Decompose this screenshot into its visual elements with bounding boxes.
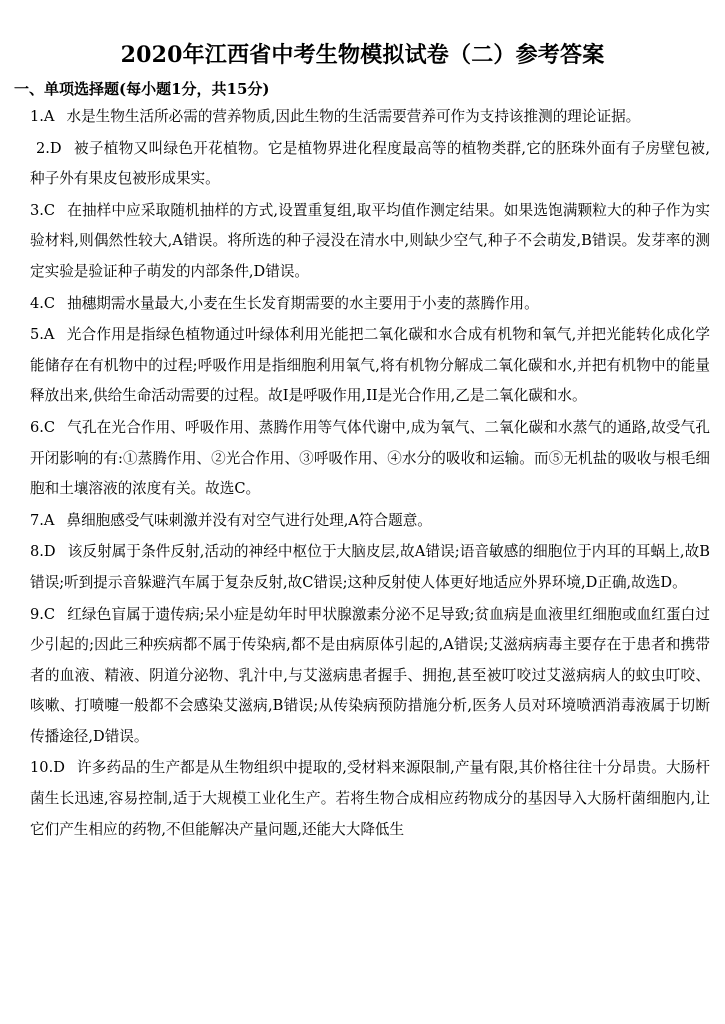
answer-item [30, 289, 710, 320]
answer-number: 8.D [30, 543, 56, 561]
answer-text: 在抽样中应采取随机抽样的方式,设置重复组,取平均值作测定结果。如果选饱满颗粒大的种子作为实验材料,则偶然性较大,A错误。将所选的种子浸没在清水中,则缺少空气,种子不会萌发,B错误。发芽率的测定实验是验证种子萌发的内部条件,D错误。 [30, 201, 710, 280]
answer-item [30, 753, 710, 845]
answer-item [30, 196, 710, 288]
answer-text: 被子植物又叫绿色开花植物。它是植物界进化程度最高等的植物类群,它的胚珠外面有子房壁包被,种子外有果皮包被形成果实。 [30, 139, 710, 188]
answer-text: 该反射属于条件反射,活动的神经中枢位于大脑皮层,故A错误;语音敏感的细胞位于内耳的耳蜗上,故B错误;听到提示音躲避汽车属于复杂反射,故C错误;这种反射使人体更好地适应外界环境,D正确,故选D。 [30, 543, 710, 591]
answer-item [30, 600, 710, 753]
answer-number: 10.D [30, 759, 65, 777]
answer-item [30, 537, 710, 598]
section-heading: 一、单项选择题(每小题1分，共15分) [14, 80, 270, 98]
answer-list [30, 102, 710, 846]
answer-text: 许多药品的生产都是从生物组织中提取的,受材料来源限制,产量有限,其价格往往十分昂贵。大肠杆菌生长迅速,容易控制,适于大规模工业化生产。若将生物合成相应药物成分的基因导入大肠杆菌细胞内,让它们产生相应的药物,不但能解决产量问题,还能大大降低生 [30, 759, 710, 838]
answer-text: 鼻细胞感受气味刺激并没有对空气进行处理,A符合题意。 [66, 511, 432, 529]
answer-number: 1.A [30, 108, 55, 125]
answer-number: 2.D [36, 139, 62, 157]
answer-text: 抽穗期需水量最大,小麦在生长发育期需要的水主要用于小麦的蒸腾作用。 [67, 294, 539, 312]
answer-item [30, 506, 710, 537]
answer-item [30, 102, 710, 133]
answer-number: 7.A [30, 511, 55, 529]
answer-number: 9.C [30, 605, 56, 623]
answer-number: 6.C [30, 418, 56, 436]
answer-item [30, 134, 710, 195]
answer-item [30, 320, 710, 412]
answer-text: 水是生物生活所必需的营养物质,因此生物的生活需要营养可作为支持该推测的理论证据。 [66, 108, 641, 125]
answer-number: 5.A [30, 326, 55, 344]
answer-text: 红绿色盲属于遗传病;呆小症是幼年时甲状腺激素分泌不足导致;贫血病是血液里红细胞或血红蛋白过少引起的;因此三种疾病都不属于传染病,都不是由病原体引起的,A错误;艾滋病病毒主要存在于患者和携带者的血液、精液、阴道分泌物、乳汁中,与艾滋病患者握手、拥抱,甚至被叮咬过艾滋病病人的蚊虫叮咬、咳嗽、打喷嚏一般都不会感染艾滋病,B错误;从传染病预防措施分析,医务人员对环境喷洒消毒液属于切断传播途径,D错误。 [30, 605, 710, 745]
answer-text: 气孔在光合作用、呼吸作用、蒸腾作用等气体代谢中,成为氧气、二氧化碳和水蒸气的通路,故受气孔开闭影响的有:①蒸腾作用、②光合作用、③呼吸作用、④水分的吸收和运输。而⑤无机盐的吸收与根毛细胞和土壤溶液的浓度有关。故选C。 [30, 418, 710, 498]
answer-number: 4.C [30, 294, 56, 312]
answer-number: 3.C [30, 201, 56, 219]
document-title: 2020年江西省中考生物模拟试卷（二）参考答案 [120, 42, 605, 68]
answer-item [30, 413, 710, 505]
answer-text: 光合作用是指绿色植物通过叶绿体利用光能把二氧化碳和水合成有机物和氧气,并把光能转化成化学能储存在有机物中的过程;呼吸作用是指细胞利用氧气,将有机物分解成二氧化碳和水,并把有机物中的能量释放出来,供给生命活动需要的过程。故I是呼吸作用,II是光合作用,乙是二氧化碳和水。 [30, 326, 710, 405]
